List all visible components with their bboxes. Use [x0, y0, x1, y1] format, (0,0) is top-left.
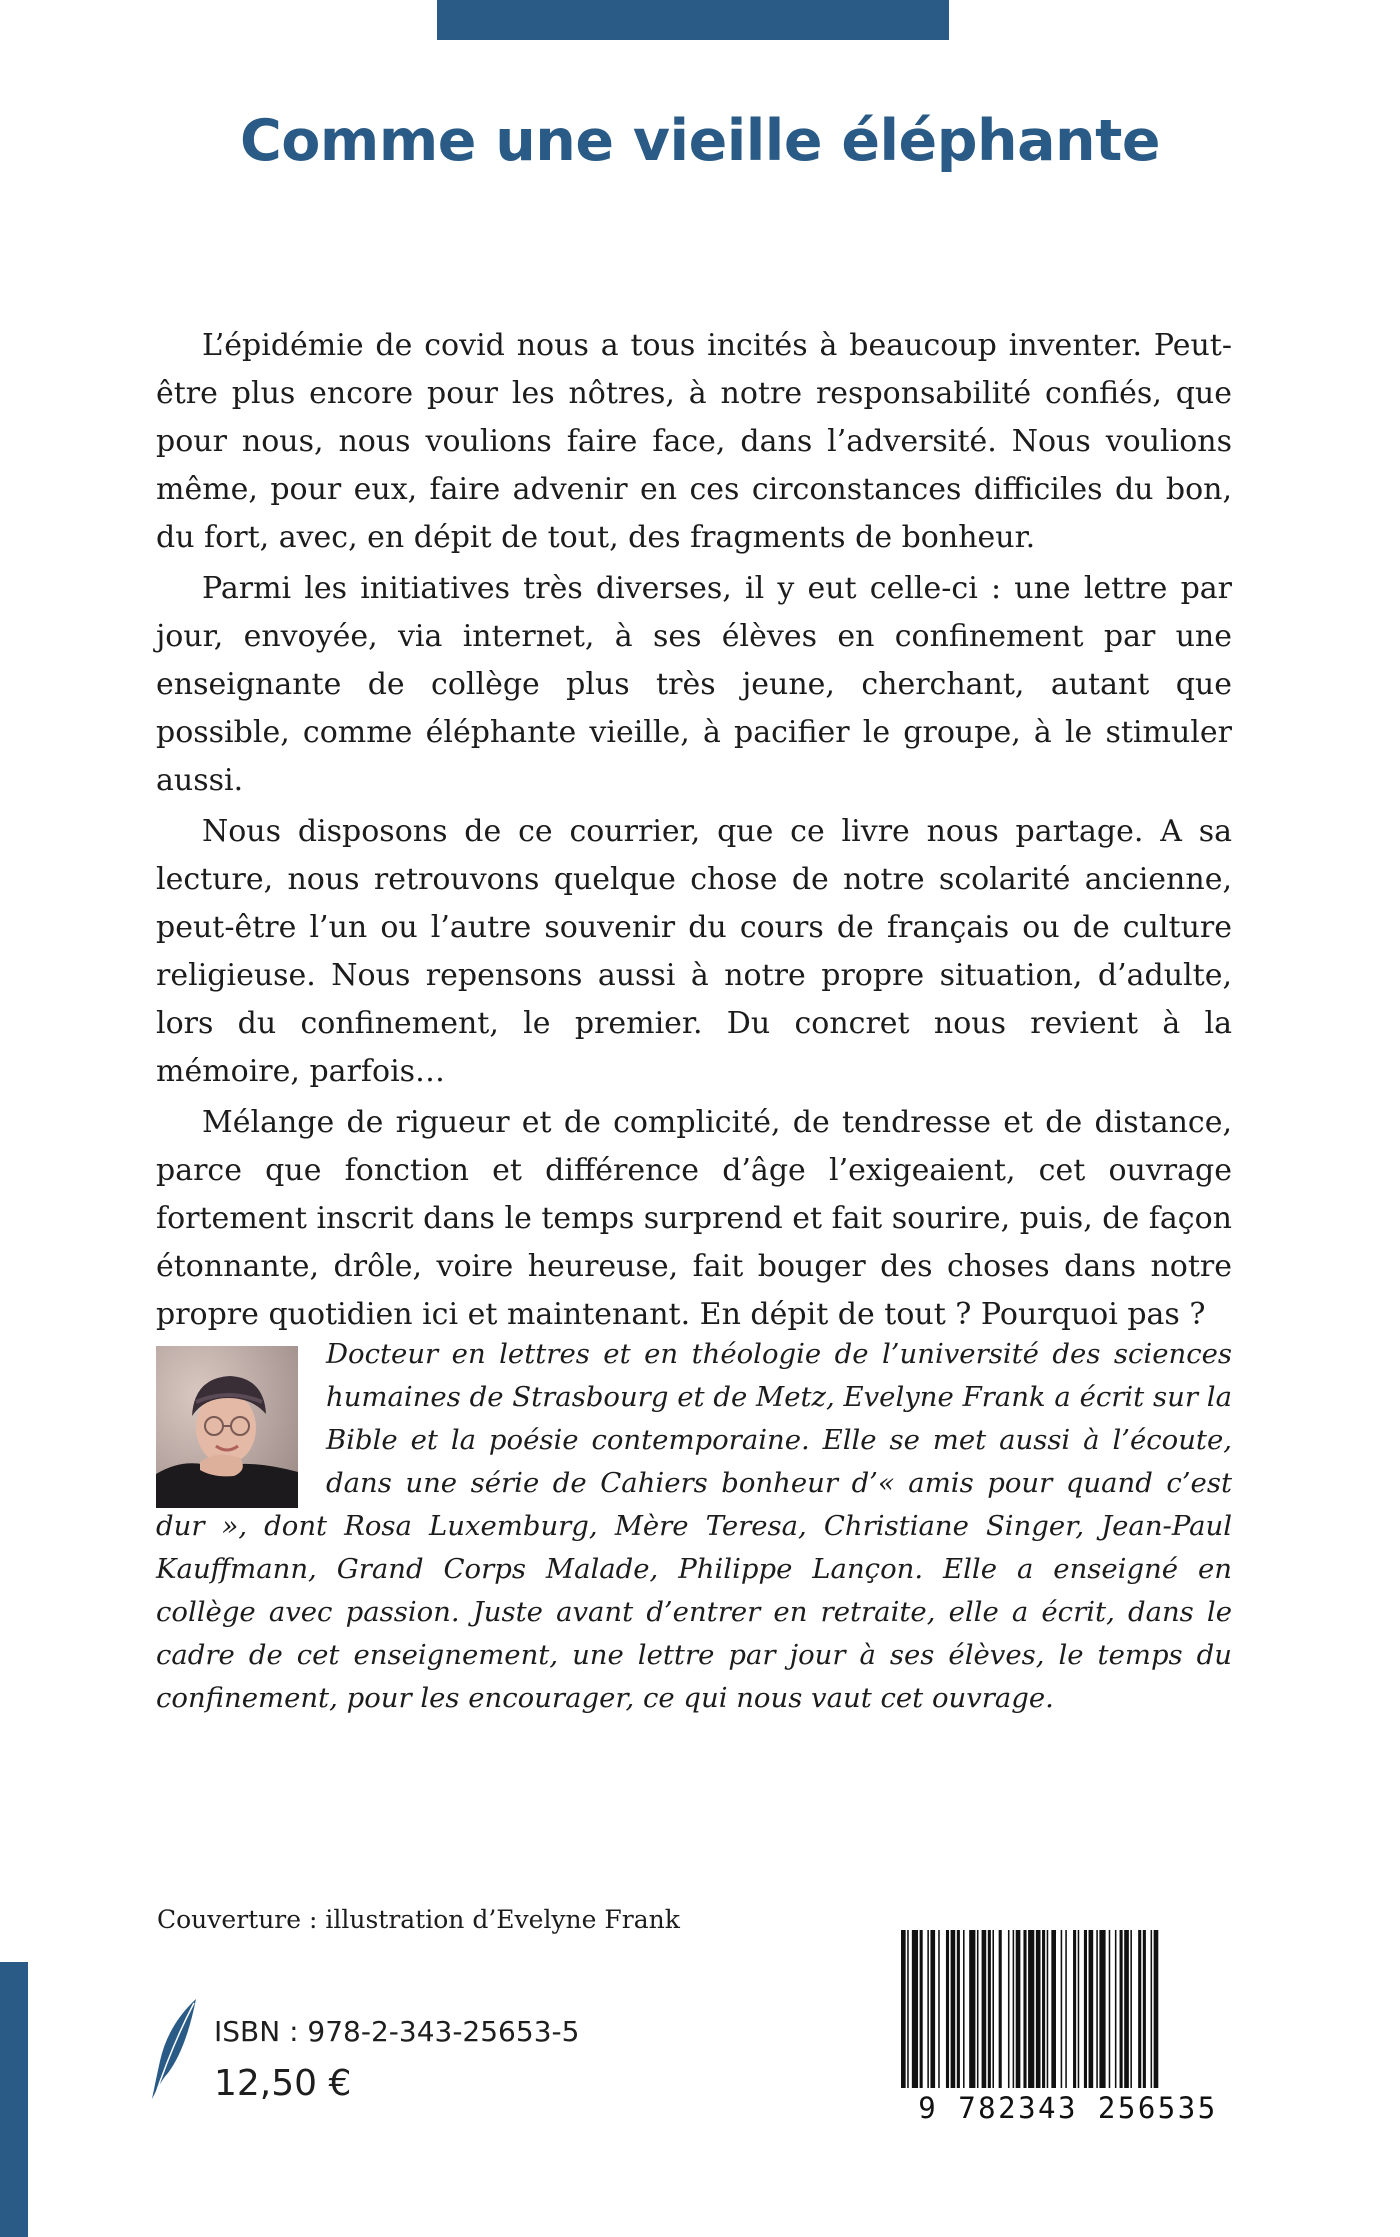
isbn-number: ISBN : 978-2-343-25653-5	[214, 2015, 580, 2048]
barcode-bar	[901, 1930, 906, 2088]
barcode-digits: 9 782343 256535	[918, 2091, 1218, 2125]
book-price: 12,50 €	[214, 2063, 352, 2104]
barcode-bars	[893, 1930, 1243, 2090]
barcode-bar	[1130, 1930, 1132, 2088]
barcode-bar	[930, 1930, 935, 2088]
barcode-bar	[912, 1930, 918, 2088]
barcode-bar	[1073, 1930, 1076, 2088]
feather-quill-icon	[148, 1995, 202, 2105]
barcode-bar	[977, 1930, 979, 2088]
barcode-bar	[957, 1930, 960, 2088]
top-color-band	[437, 0, 949, 40]
barcode-bar	[1042, 1930, 1045, 2088]
barcode-bar	[927, 1930, 929, 2088]
barcode-bar	[946, 1930, 949, 2088]
blurb-paragraph: Parmi les initiatives très diverses, il y eut celle-ci : une lettre par jour, envoyée, via internet, à ses élèves en confinement par une enseignante de collège plus très jeune, cherchant, autant que possible, comme éléphante vieille, à pacifier le groupe, à le stimuler aussi.	[156, 571, 1232, 798]
barcode-bar	[1120, 1930, 1123, 2088]
blurb-paragraph: Mélange de rigueur et de complicité, de tendresse et de distance, parce que fonction et différence d’âge l’exigeaient, cet ouvrage fortement inscrit dans le temps surprend et fait sourire, puis, de façon étonnante, drôle, voire heureuse, fait bouger des choses dans notre propre quotidien ici et maintenant. En dépit de tout ? Pourquoi pas ?	[156, 1105, 1232, 1332]
barcode-bar	[988, 1930, 991, 2088]
barcode-bar	[1099, 1930, 1105, 2088]
barcode-bar	[920, 1930, 923, 2088]
blurb-paragraph: Nous disposons de ce courrier, que ce livre nous partage. A sa lecture, nous retrouvons quelque chose de notre scolarité ancienne, peut-être l’un ou l’autre souvenir du cours de français ou de culture religieuse. Nous repensons aussi à notre propre situation, d’adulte, lors du confinement, le premier. Du concret nous revient à la mémoire, parfois…	[156, 814, 1232, 1089]
barcode-bar	[1078, 1930, 1080, 2088]
barcode-bar	[1138, 1930, 1141, 2088]
barcode-bar	[1124, 1930, 1129, 2088]
side-color-band	[0, 1962, 28, 2237]
barcode-bar	[1008, 1930, 1010, 2088]
barcode-bar	[1115, 1930, 1117, 2088]
author-biography	[156, 1333, 1232, 1720]
barcode-bar	[1036, 1930, 1041, 2088]
barcode-bar	[982, 1930, 987, 2088]
barcode-bar	[1023, 1930, 1026, 2088]
barcode-bar	[969, 1930, 975, 2088]
barcode-bar	[1109, 1930, 1111, 2088]
barcode-bar	[1061, 1930, 1063, 2088]
barcode-bar	[963, 1930, 965, 2088]
barcode-bar	[992, 1930, 994, 2088]
photo-wrap-spacer	[156, 1333, 326, 1505]
barcode-bar	[938, 1930, 940, 2088]
barcode-bar	[1143, 1930, 1146, 2088]
barcode-bar	[1084, 1930, 1087, 2088]
ean-barcode	[893, 1930, 1243, 2125]
barcode-bar	[1013, 1930, 1015, 2088]
cover-credit: Couverture : illustration d’Evelyne Frank	[157, 1905, 680, 1934]
barcode-bar	[1154, 1930, 1159, 2088]
barcode-bar	[1065, 1930, 1067, 2088]
barcode-bar	[1016, 1930, 1021, 2088]
back-cover-blurb	[156, 322, 1232, 1342]
barcode-bar	[1096, 1930, 1098, 2088]
barcode-bar	[1028, 1930, 1034, 2088]
blurb-paragraph: L’épidémie de covid nous a tous incités à beaucoup inventer. Peut-être plus encore pour les nôtres, à notre responsabilité confiés, que pour nous, nous voulions faire face, dans l’adversité. Nous voulions même, pour eux, faire advenir en ces circonstances difficiles du bon, du fort, avec, en dépit de tout, des fragments de bonheur.	[156, 328, 1232, 555]
barcode-bar	[999, 1930, 1002, 2088]
book-title: Comme une vieille éléphante	[239, 108, 1161, 174]
author-bio-text: Docteur en lettres et en théologie de l’université des sciences humaines de Strasbourg et de Metz, Evelyne Frank a écrit sur la Bible et la poésie contemporaine. Elle se met aussi à l’écoute, dans une série de Cahiers bonheur d’« amis pour quand c’est dur », dont Rosa Luxemburg, Mère Teresa, Christiane Singer, Jean-Paul Kauffmann, Grand Corps Malade, Philippe Lançon. Elle a enseigné en collège avec passion. Juste avant d’entrer en retraite, elle a écrit, dans le cadre de cet enseignement, une lettre par jour à ses élèves, le temps du confinement, pour les encourager, ce qui nous vaut cet ouvrage.	[156, 1338, 1232, 1714]
barcode-bar	[1089, 1930, 1094, 2088]
barcode-bar	[907, 1930, 909, 2088]
barcode-bar	[1047, 1930, 1049, 2088]
barcode-bar	[1051, 1930, 1056, 2088]
barcode-bar	[1151, 1930, 1153, 2088]
barcode-bar	[951, 1930, 956, 2088]
